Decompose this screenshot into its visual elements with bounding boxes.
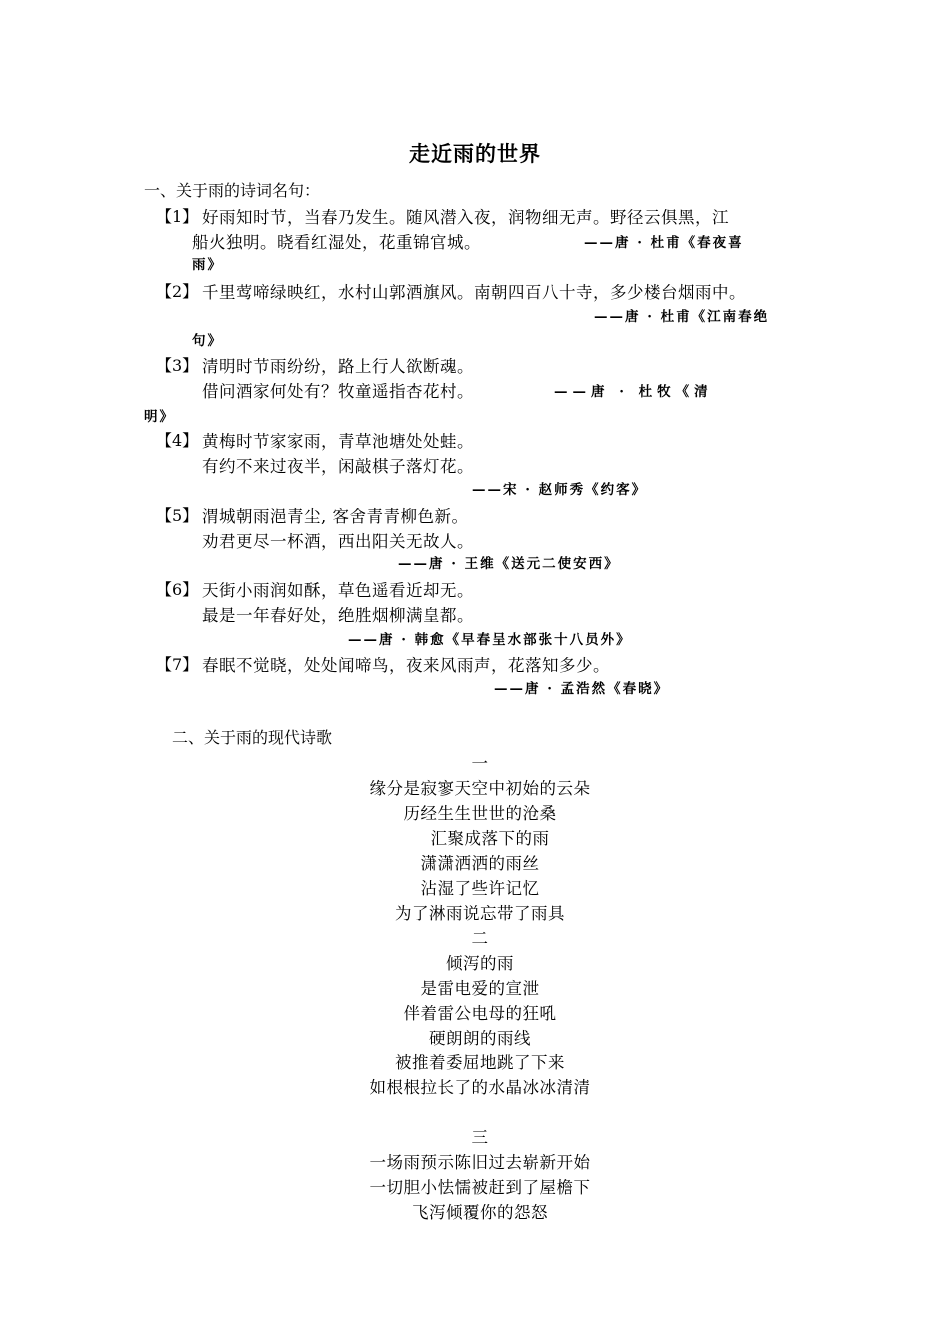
poem-line: 一切胆小怯懦被赶到了屋檐下 (369, 1178, 591, 1197)
poem-line: 硬朗朗的雨线 (429, 1029, 531, 1048)
item-number: 【2】 (156, 282, 199, 301)
poem-line: 被推着委屈地跳了下来 (395, 1053, 565, 1072)
poem-line: 一场雨预示陈旧过去崭新开始 (369, 1153, 591, 1172)
item-number: 【4】 (156, 431, 199, 450)
item-source: ——宋 · 赵师秀《约客》 (472, 482, 648, 498)
item-source: ——唐 · 杜牧《清 (554, 384, 713, 400)
stanza-marker: 三 (471, 1128, 489, 1147)
item-number: 【5】 (156, 506, 199, 525)
item-source: ——唐 · 王维《送元二使安西》 (398, 556, 620, 572)
item-source-cont: 句》 (192, 333, 223, 349)
poem-line: 潇潇洒洒的雨丝 (420, 854, 540, 873)
item-source: ——唐 · 孟浩然《春晓》 (494, 681, 670, 697)
poem-line: 倾泻的雨 (446, 954, 514, 973)
item-number: 【3】 (156, 356, 199, 375)
item-line: 黄梅时节家家雨，青草池塘处处蛙。 (202, 432, 474, 451)
poem-line: 为了淋雨说忘带了雨具 (395, 904, 565, 923)
stanza-marker: 二 (471, 929, 489, 948)
item-line: 千里莺啼绿映红，水村山郭酒旗风。南朝四百八十寺，多少楼台烟雨中。 (202, 283, 746, 302)
item-line: 天街小雨润如酥，草色遥看近却无。 (202, 581, 474, 600)
item-line: 劝君更尽一杯酒，西出阳关无故人。 (202, 532, 474, 551)
item-line: 借问酒家何处有？牧童遥指杏花村。 (202, 382, 474, 401)
item-line: 船火独明。晓看红湿处，花重锦官城。 (192, 233, 481, 252)
item-source: ——唐 · 杜甫《春夜喜 (584, 235, 744, 251)
item-number: 【1】 (156, 207, 199, 226)
item-line: 好雨知时节，当春乃发生。随风潜入夜，润物细无声。野径云俱黑，江 (202, 208, 729, 227)
section1-heading: 一、关于雨的诗词名句： (144, 181, 321, 200)
poem-line: 汇聚成落下的雨 (430, 829, 550, 848)
item-line: 渭城朝雨浥青尘, 客舍青青柳色新。 (202, 507, 469, 526)
item-line: 春眠不觉晓，处处闻啼鸟，夜来风雨声，花落知多少。 (202, 656, 610, 675)
poem-line: 沾湿了些许记忆 (420, 879, 540, 898)
item-line: 有约不来过夜半，闲敲棋子落灯花。 (202, 457, 474, 476)
poem-line: 缘分是寂寥天空中初始的云朵 (369, 779, 591, 798)
item-source: ——唐 · 杜甫《江南春绝 (594, 309, 770, 325)
section2-heading: 二、关于雨的现代诗歌 (172, 728, 333, 747)
item-line: 清明时节雨纷纷，路上行人欲断魂。 (202, 357, 474, 376)
poem-line: 历经生生世世的沧桑 (403, 804, 557, 823)
item-source-cont: 雨》 (192, 257, 223, 273)
poem-line: 如根根拉长了的水晶冰冰清清 (369, 1078, 591, 1097)
poem-line: 是雷电爱的宣泄 (420, 979, 540, 998)
page-title: 走近雨的世界 (409, 141, 541, 166)
item-source-cont: 明》 (144, 409, 175, 425)
poem-line: 伴着雷公电母的狂吼 (403, 1004, 557, 1023)
poem-line: 飞泻倾覆你的怨怒 (412, 1203, 548, 1222)
item-number: 【6】 (156, 580, 199, 599)
item-number: 【7】 (156, 655, 199, 674)
item-source: ——唐 · 韩愈《早春呈水部张十八员外》 (348, 632, 632, 648)
stanza-marker: 一 (471, 754, 489, 773)
item-line: 最是一年春好处，绝胜烟柳满皇都。 (202, 606, 474, 625)
